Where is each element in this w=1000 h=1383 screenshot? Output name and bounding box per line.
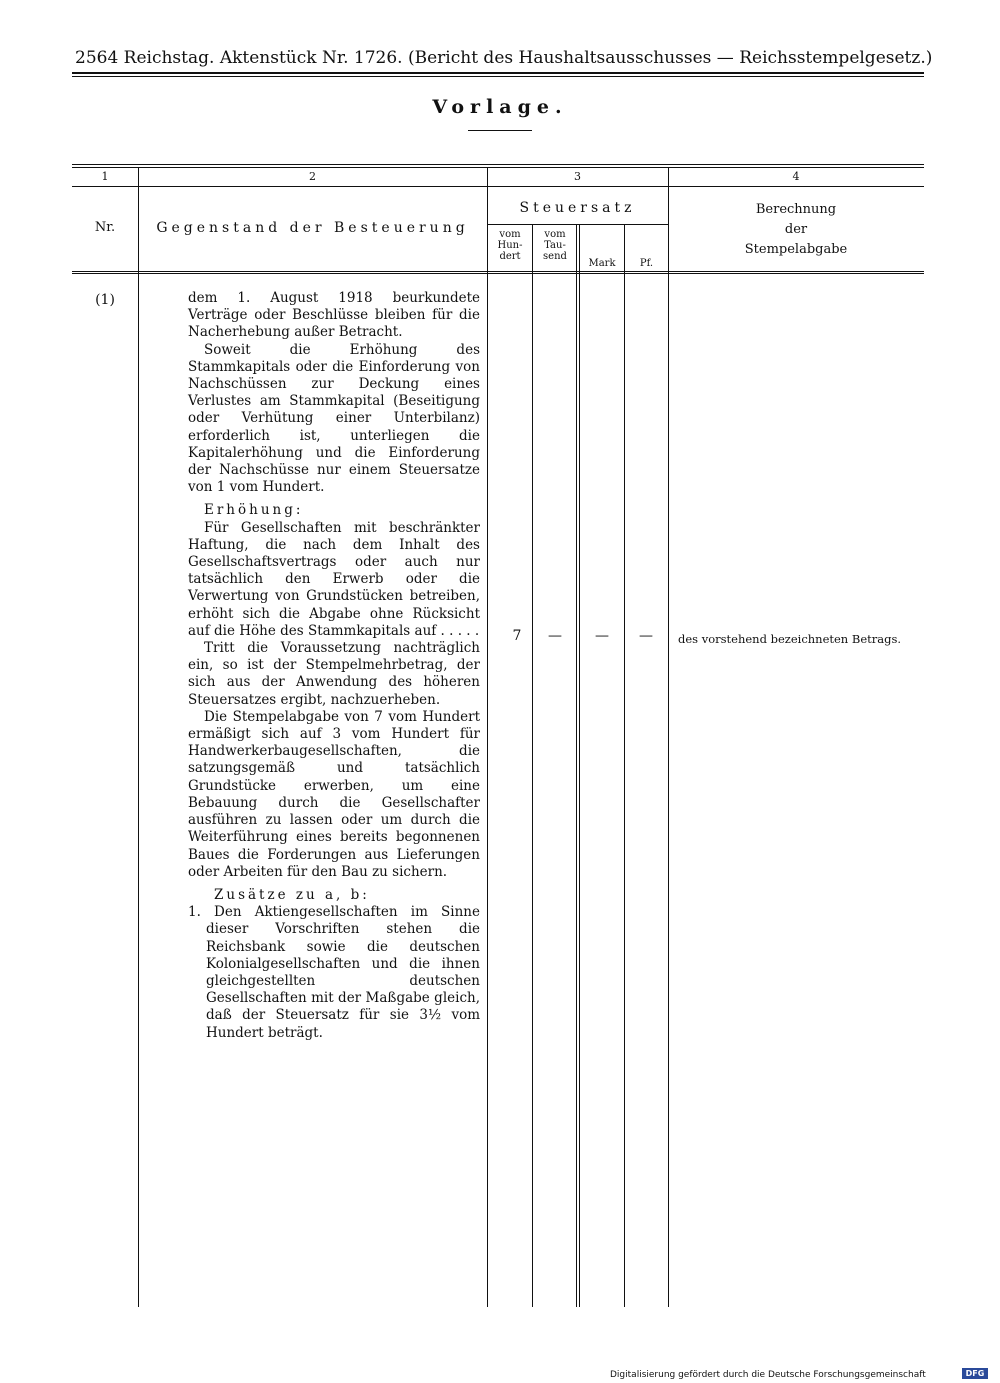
column-number-rule: [72, 186, 924, 187]
header-calc-line1: Berechnung: [755, 202, 837, 217]
heading-zusaetze: Zusätze zu a, b:: [214, 886, 370, 903]
rate-mark-value: —: [595, 628, 609, 644]
subject-text-block: [188, 290, 480, 1042]
header-calc-line2: der: [784, 222, 808, 237]
column-divider-1: [138, 167, 139, 1307]
header-pf: Pf.: [639, 258, 654, 269]
digitization-credit: Digitalisierung gefördert durch die Deutsche Forschungsgemeinschaft: [610, 1370, 926, 1380]
rate-vom-hundert-value: 7: [512, 628, 522, 644]
column-number-2: 2: [309, 170, 316, 183]
header-calc-line3: Stempelabgabe: [744, 242, 848, 257]
header-vom-tausend: vom Tau- send: [543, 229, 567, 262]
header-vom-hundert: vom Hun- dert: [497, 229, 523, 262]
column-divider-3: [668, 167, 669, 1307]
table-top-rule-thin: [72, 167, 924, 168]
column-divider-mark: [624, 224, 625, 1307]
rate-vom-tausend-value: —: [548, 628, 562, 644]
rate-pf-value: —: [639, 628, 653, 644]
header-mark: Mark: [588, 258, 616, 269]
calculation-text: des vorstehend bezeichneten Betrags.: [678, 632, 902, 646]
paragraph-5: Die Stempelabgabe von 7 vom Hundert ermäßigt sich auf 3 vom Hundert für Handwerkerbaugesellschaften, die satzungsgemäß und tatsächlich Grundstücke erwerben, um eine Bebauung durch die Gesellschafter ausführen zu lassen oder um durch die Weiterführung eines bereits begonnenen Baues die Forderungen aus Lieferungen oder Arbeiten für den Bau zu sichern.: [188, 708, 480, 880]
column-number-3: 3: [574, 170, 581, 183]
column-divider-tausend: [576, 224, 577, 1307]
header-bottom-rule: [72, 271, 924, 272]
heading-erhoehung: Erhöhung:: [204, 502, 304, 519]
document-title: Vorlage.: [432, 96, 568, 118]
numbered-item-1: 1. Den Aktiengesellschaften im Sinne dieser Vorschriften stehen die Reichsbank sowie die deutschen Kolonialgesellschaften und die ihnen gleichgestellten deutschen Gesellschaften mit der Maßgabe gleich, daß der Steuersatz für sie 3½ vom Hundert beträgt.: [188, 904, 480, 1041]
row-number: (1): [95, 292, 115, 308]
column-divider-2: [487, 167, 488, 1307]
paragraph-1: dem 1. August 1918 beurkundete Verträge oder Beschlüsse bleiben für die Nacherhebung außer Betracht.: [188, 290, 480, 341]
column-divider-tausend-double: [579, 224, 580, 1307]
header-subject: Gegenstand der Besteuerung: [156, 220, 469, 236]
paragraph-3: Für Gesellschaften mit beschränkter Haftung, die nach dem Inhalt des Gesellschaftsvertrags oder auch nur tatsächlich den Erwerb oder die Verwertung von Grundstücken betreiben, erhöht sich die Abgabe ohne Rücksicht auf die Höhe des Stammkapitals auf . . . . .: [188, 519, 480, 639]
column-number-4: 4: [792, 170, 800, 183]
header-bottom-rule-thin: [72, 273, 924, 274]
column-number-1: 1: [101, 170, 109, 183]
page-header: 2564 Reichstag. Aktenstück Nr. 1726. (Bericht des Haushaltsausschusses — Reichsstempelgesetz.): [75, 48, 933, 68]
header-tax-rate: Steuersatz: [519, 200, 636, 216]
column-divider-hundert: [532, 224, 533, 1307]
title-underline: [468, 130, 532, 131]
header-rule-thin: [72, 76, 924, 77]
table-top-rule: [72, 164, 924, 165]
dfg-logo: DFG: [962, 1368, 988, 1379]
header-nr: Nr.: [94, 220, 116, 235]
paragraph-2: Soweit die Erhöhung des Stammkapitals oder die Einforderung von Nachschüssen zur Deckung eines Verlustes am Stammkapital (Beseitigung oder Verhütung einer Unterbilanz) erforderlich ist, unterliegen die Kapitalerhöhung und die Einforderung der Nachschüsse nur einem Steuersatze von 1 vom Hundert.: [188, 341, 480, 496]
paragraph-4: Tritt die Voraussetzung nachträglich ein, so ist der Stempelmehrbetrag, der sich aus der Anwendung des höheren Steuersatzes ergibt, nachzuerheben.: [188, 640, 480, 708]
header-rule: [72, 72, 924, 74]
tax-rate-subheader-rule: [487, 224, 668, 225]
